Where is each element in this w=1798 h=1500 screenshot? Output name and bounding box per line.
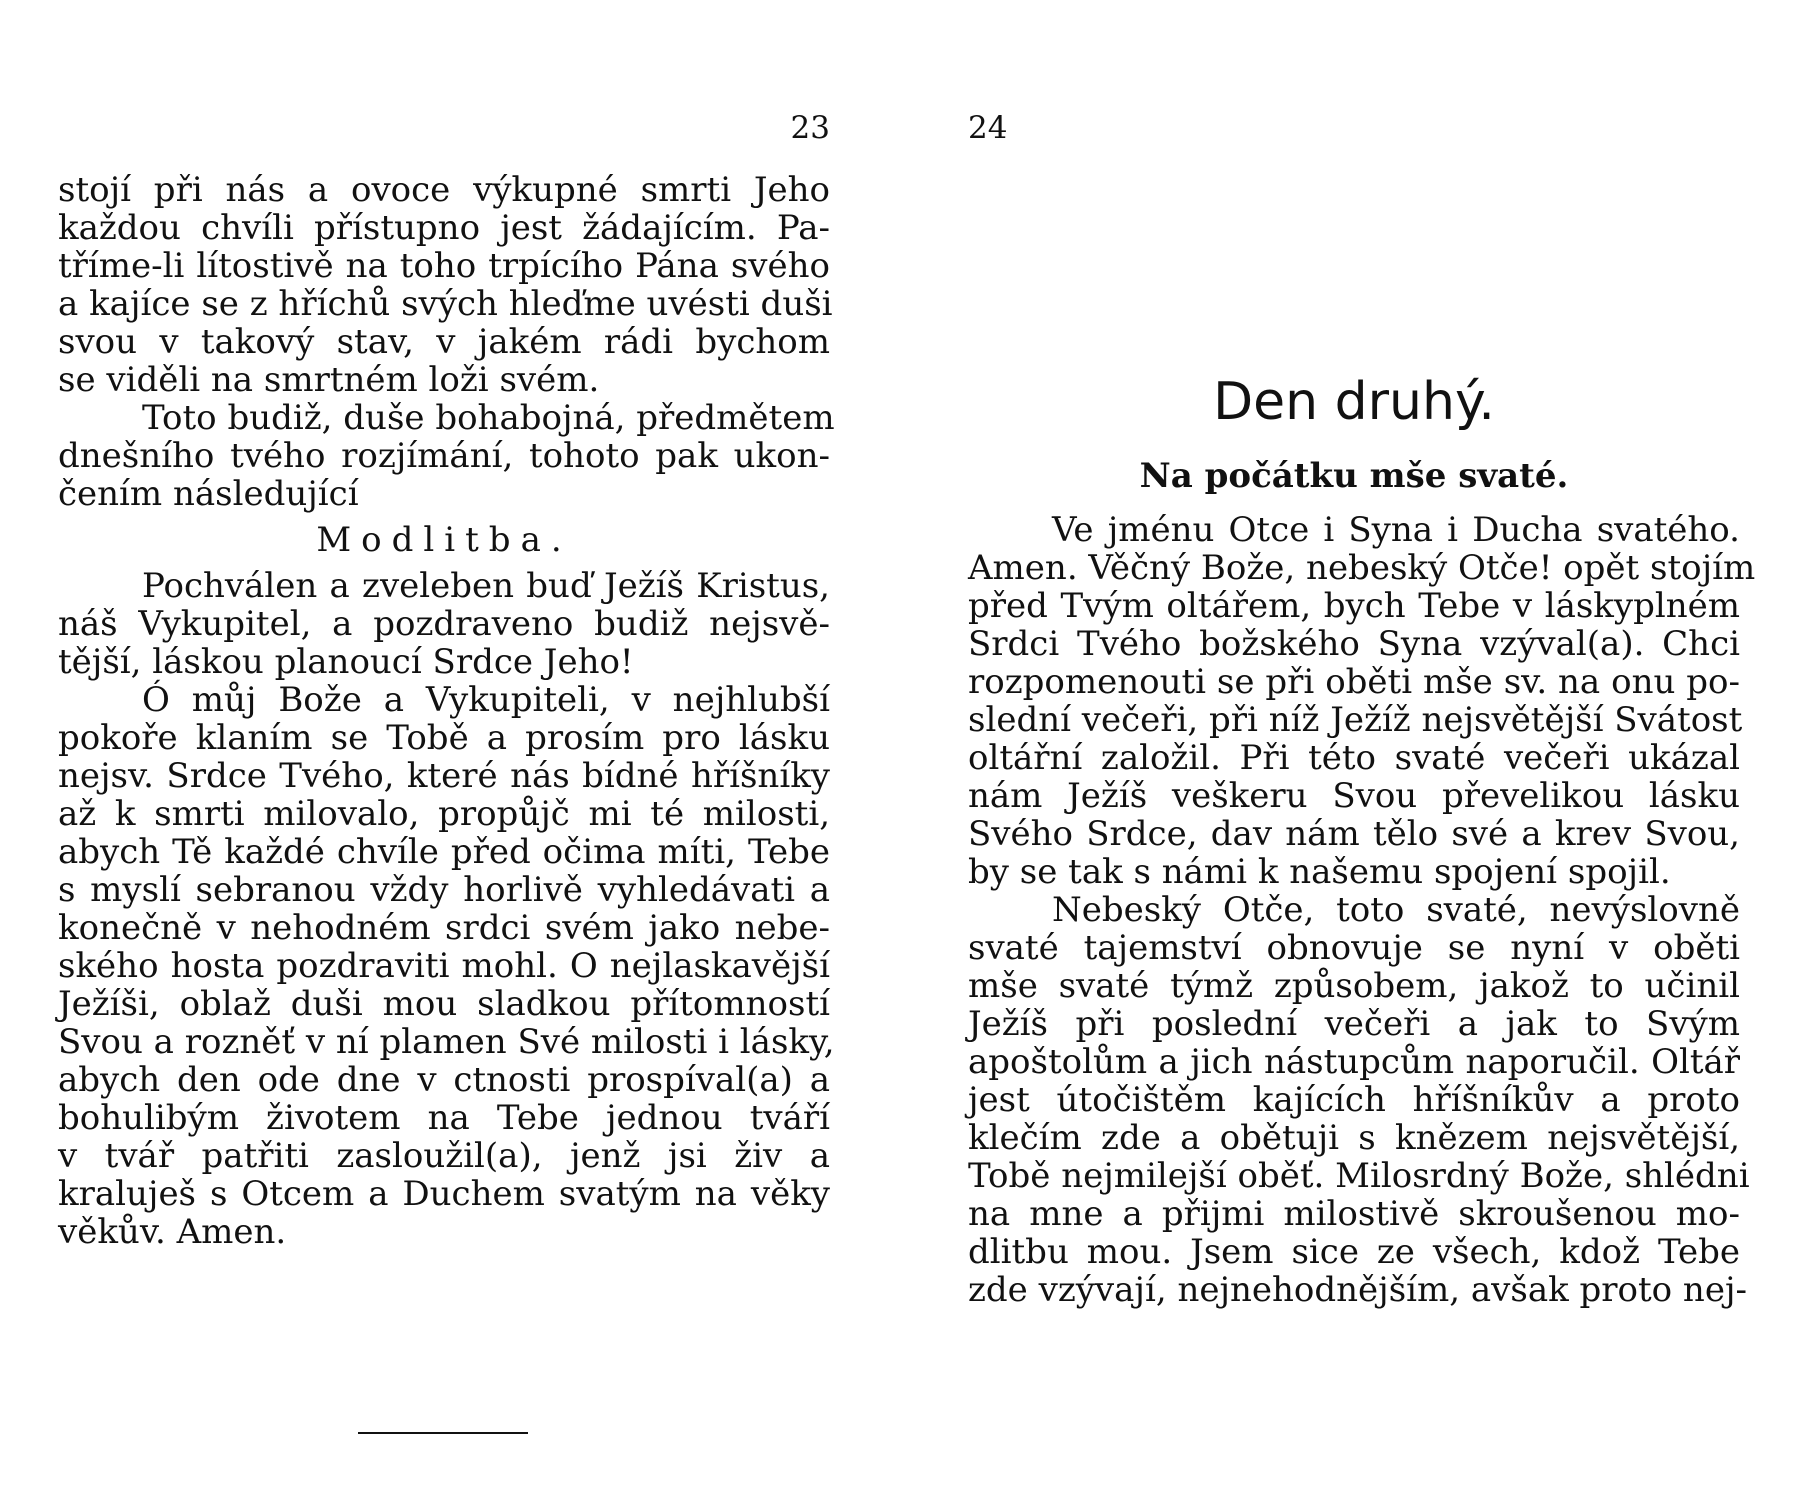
text-line: tější, láskou planoucí Srdce Jeho! <box>58 642 634 682</box>
text-line: až k smrti milovalo, propůjč mi té milosti, <box>58 794 830 834</box>
text-line: abych den ode dne v ctnosti prospíval(a) a <box>58 1060 830 1100</box>
text-line: Ve jménu Otce i Syna i Ducha svatého. <box>1052 510 1740 550</box>
text-line: Pochválen a zveleben buď Ježíš Kristus, <box>142 566 830 606</box>
text-line: stojí při nás a ovoce výkupné smrti Jeho <box>58 170 830 210</box>
text-line: dlitbu mou. Jsem sice ze všech, kdož Tebe <box>968 1232 1740 1272</box>
text-line: ského hosta pozdraviti mohl. O nejlaskavější <box>58 946 830 986</box>
page-number-right: 24 <box>968 110 1008 146</box>
text-line: svou v takový stav, v jakém rádi bychom <box>58 322 830 362</box>
text-line: se viděli na smrtném loži svém. <box>58 360 600 400</box>
text-line: svaté tajemství obnovuje se nyní v oběti <box>968 928 1740 968</box>
text-line: Ó můj Bože a Vykupiteli, v nejhlubší <box>142 680 830 720</box>
text-line: jest útočištěm kajících hříšníkův a proto <box>968 1080 1740 1120</box>
text-line: na mne a přijmi milostivě skroušenou mo- <box>968 1194 1740 1234</box>
text-line: Ježíši, oblaž duši mou sladkou přítomností <box>58 984 830 1024</box>
text-line: každou chvíli přístupno jest žádajícím. Pa- <box>58 208 830 248</box>
text-line: zde vzývají, nejnehodnějším, avšak proto nej- <box>968 1270 1747 1310</box>
text-line: věkův. Amen. <box>58 1212 287 1252</box>
text-line: tříme-li lítostivě na toho trpícího Pána svého <box>58 246 830 286</box>
right-page <box>968 0 1756 1500</box>
text-line: s myslí sebranou vždy horlivě vyhledávati a <box>58 870 830 910</box>
end-rule <box>358 1432 528 1434</box>
text-line: klečím zde a obětuji s knězem nejsvětější, <box>968 1118 1740 1158</box>
text-line: Toto budiž, duše bohabojná, předmětem <box>142 398 835 438</box>
section-title: Na počátku mše svaté. <box>1139 456 1569 496</box>
page-number-left: 23 <box>790 110 830 146</box>
text-line: Svou a rozněť v ní plamen Své milosti i lásky, <box>58 1022 835 1062</box>
text-line: kraluješ s Otcem a Duchem svatým na věky <box>58 1174 830 1214</box>
text-line: apoštolům a jich nástupcům naporučil. Oltář <box>968 1042 1740 1082</box>
prayer-heading: Modlitba. <box>316 520 572 560</box>
text-line: v tvář patřiti zasloužil(a), jenž jsi živ a <box>58 1136 830 1176</box>
text-line: náš Vykupitel, a pozdraveno budiž nejsvě- <box>58 604 830 644</box>
text-line: rozpomenouti se při oběti mše sv. na onu po- <box>968 662 1740 702</box>
text-line: nejsv. Srdce Tvého, které nás bídné hříšníky <box>58 756 830 796</box>
text-line: Amen. Věčný Bože, nebeský Otče! opět stojím <box>968 548 1756 588</box>
text-line: Ježíš při poslední večeři a jak to Svým <box>968 1004 1740 1044</box>
text-line: Srdci Tvého božského Syna vzýval(a). Chci <box>968 624 1740 664</box>
text-line: abych Tě každé chvíle před očima míti, Tebe <box>58 832 830 872</box>
text-line: mše svaté týmž způsobem, jakož to učinil <box>968 966 1740 1006</box>
text-line: Tobě nejmilejší oběť. Milosrdný Bože, shlédni <box>968 1156 1750 1196</box>
text-line: slední večeři, při níž Ježíž nejsvětější Svátost <box>968 700 1743 740</box>
text-line: bohulibým životem na Tebe jednou tváří <box>58 1098 830 1138</box>
text-line: čením následující <box>58 474 359 514</box>
text-line: a kajíce se z hříchů svých hleďme uvésti duši <box>58 284 833 324</box>
chapter-title: Den druhý. <box>1213 372 1495 432</box>
text-line: dnešního tvého rozjímání, tohoto pak ukon- <box>58 436 830 476</box>
text-line: Nebeský Otče, toto svaté, nevýslovně <box>1052 890 1740 930</box>
text-line: Svého Srdce, dav nám tělo své a krev Svou, <box>968 814 1740 854</box>
text-line: pokoře klaním se Tobě a prosím pro lásku <box>58 718 830 758</box>
text-line: nám Ježíš veškeru Svou převelikou lásku <box>968 776 1740 816</box>
text-line: oltářní založil. Při této svaté večeři ukázal <box>968 738 1740 778</box>
text-line: by se tak s námi k našemu spojení spojil. <box>968 852 1671 892</box>
text-line: před Tvým oltářem, bych Tebe v láskyplném <box>968 586 1740 626</box>
text-line: konečně v nehodném srdci svém jako nebe- <box>58 908 830 948</box>
left-page <box>58 0 835 1500</box>
